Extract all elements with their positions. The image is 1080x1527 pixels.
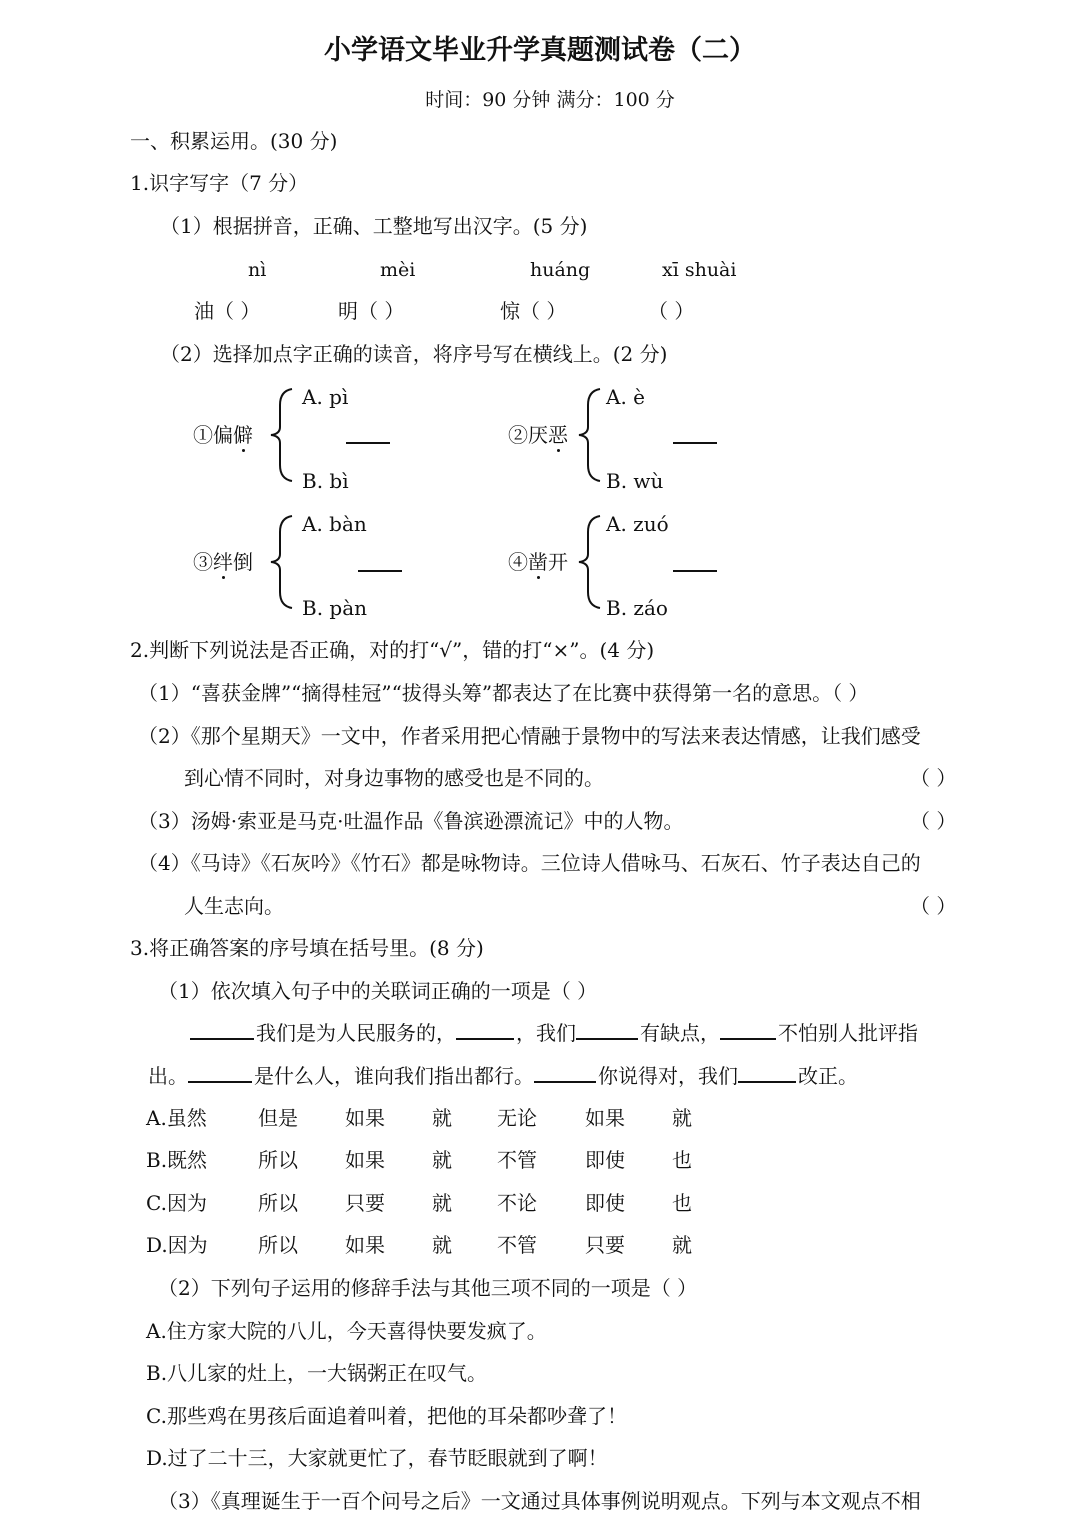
pron-option-a: A. pì — [302, 385, 349, 409]
char-blank-2[interactable]: 明（ ） — [338, 299, 405, 323]
conj-option-a-1: A.虽然 — [146, 1106, 207, 1130]
conj-option-d-2: 所以 — [258, 1233, 298, 1257]
exam-meta: 时间：90 分钟 满分：100 分 — [425, 89, 675, 111]
brace-icon — [268, 387, 294, 483]
sentence-segment: 是什么人，谁向我们指出都行。 — [254, 1064, 534, 1088]
dotted-char: 绊 — [213, 550, 233, 574]
pron-item-3-suffix: 倒 — [233, 550, 253, 574]
conj-option-d-4: 就 — [432, 1233, 452, 1257]
pron-item-1 — [193, 422, 253, 448]
conj-option-a-2: 但是 — [258, 1106, 298, 1130]
pron-option-b: B. pàn — [302, 596, 368, 620]
judge-paren-3[interactable]: （ ） — [910, 809, 957, 833]
pron-option-b: B. záo — [606, 596, 668, 620]
conj-option-a-7: 就 — [672, 1106, 692, 1130]
brace-icon — [576, 387, 602, 483]
pron-item-2-label: ②厌 — [508, 423, 548, 447]
char-blank-3[interactable]: 惊（ ） — [500, 299, 567, 323]
brace-icon — [268, 514, 294, 610]
question-3-part-2: （2）下列句子运用的修辞手法与其他三项不同的一项是（ ） — [158, 1276, 698, 1300]
conj-option-b-2: 所以 — [258, 1148, 298, 1172]
char-blank-1[interactable]: 油（ ） — [194, 299, 261, 323]
sentence-segment: ，我们 — [516, 1021, 576, 1045]
pron-item-4 — [508, 549, 568, 575]
conj-option-c-6: 即使 — [585, 1191, 625, 1215]
pron-option-b: B. bì — [302, 469, 349, 493]
rhetoric-option-c: C.那些鸡在男孩后面追着叫着，把他的耳朵都吵聋了！ — [146, 1404, 627, 1428]
sentence-segment: 你说得对，我们 — [598, 1064, 738, 1088]
question-3-part-1: （1）依次填入句子中的关联词正确的一项是（ ） — [158, 979, 598, 1003]
conj-option-c-7: 也 — [672, 1191, 692, 1215]
conj-option-d-5: 不管 — [497, 1233, 537, 1257]
question-2-heading: 2.判断下列说法是否正确，对的打“√”，错的打“×”。(4 分) — [130, 638, 655, 662]
fill-blank[interactable] — [188, 1081, 252, 1083]
pron-item-4-label: ④ — [508, 550, 528, 574]
pron-option-a: A. bàn — [302, 512, 367, 536]
pinyin-1: nì — [248, 259, 267, 281]
conj-option-c-4: 就 — [432, 1191, 452, 1215]
judge-item-2-cont: 到心情不同时，对身边事物的感受也是不同的。 — [184, 766, 604, 790]
sentence-segment: 我们是为人民服务的， — [256, 1021, 456, 1045]
conj-option-c-3: 只要 — [345, 1191, 385, 1215]
pron-item-3-label: ③ — [193, 550, 213, 574]
dotted-char: 僻 — [233, 423, 253, 447]
pinyin-2: mèi — [380, 259, 416, 281]
brace-icon — [576, 514, 602, 610]
section-heading: 一、积累运用。(30 分) — [130, 129, 338, 153]
question-1-part-2: （2）选择加点字正确的读音，将序号写在横线上。(2 分) — [160, 342, 668, 366]
fill-sentence-line-1 — [190, 1020, 918, 1046]
char-blank-4[interactable]: （ ） — [648, 299, 695, 323]
judge-item-3: （3）汤姆·索亚是马克·吐温作品《鲁滨逊漂流记》中的人物。 — [138, 809, 684, 833]
judge-paren-2[interactable]: （ ） — [910, 766, 957, 790]
conj-option-a-4: 就 — [432, 1106, 452, 1130]
conj-option-a-6: 如果 — [585, 1106, 625, 1130]
fill-blank[interactable] — [738, 1081, 796, 1083]
pron-item-2 — [508, 422, 568, 448]
sentence-segment: 有缺点， — [640, 1021, 720, 1045]
fill-sentence-line-2 — [148, 1063, 858, 1089]
fill-blank[interactable] — [456, 1038, 514, 1040]
question-1-heading: 1.识字写字（7 分） — [130, 171, 309, 195]
conj-option-d-6: 只要 — [585, 1233, 625, 1257]
pinyin-4: xī shuài — [662, 259, 737, 281]
judge-item-4: （4）《马诗》《石灰吟》《竹石》都是咏物诗。三位诗人借咏马、石灰石、竹子表达自己的 — [138, 851, 921, 875]
fill-blank[interactable] — [576, 1038, 638, 1040]
fill-blank[interactable] — [720, 1038, 776, 1040]
conj-option-d-7: 就 — [672, 1233, 692, 1257]
conj-option-a-3: 如果 — [345, 1106, 385, 1130]
conj-option-d-1: D.因为 — [146, 1233, 208, 1257]
page-title: 小学语文毕业升学真题测试卷（二） — [324, 35, 756, 66]
fill-blank[interactable] — [190, 1038, 254, 1040]
conj-option-c-5: 不论 — [497, 1191, 537, 1215]
pron-item-1-label: ①偏 — [193, 423, 233, 447]
answer-line[interactable] — [673, 442, 717, 444]
conj-option-b-7: 也 — [672, 1148, 692, 1172]
pron-option-b: B. wù — [606, 469, 664, 493]
sentence-segment: 不怕别人批评指 — [778, 1021, 918, 1045]
judge-paren-4[interactable]: （ ） — [910, 894, 957, 918]
question-3-part-3: （3）《真理诞生于一百个问号之后》一文通过具体事例说明观点。下列与本文观点不相 — [158, 1489, 921, 1513]
dotted-char: 凿 — [528, 550, 548, 574]
question-3-heading: 3.将正确答案的序号填在括号里。(8 分) — [130, 936, 484, 960]
judge-item-2: （2）《那个星期天》一文中，作者采用把心情融于景物中的写法来表达情感，让我们感受 — [138, 724, 921, 748]
judge-item-4-cont: 人生志向。 — [184, 894, 284, 918]
conj-option-b-1: B.既然 — [146, 1148, 208, 1172]
pron-option-a: A. zuó — [606, 512, 669, 536]
question-1-part-1: （1）根据拼音，正确、工整地写出汉字。(5 分) — [160, 214, 588, 238]
pron-item-4-suffix: 开 — [548, 550, 568, 574]
rhetoric-option-b: B.八儿家的灶上，一大锅粥正在叹气。 — [146, 1361, 488, 1385]
rhetoric-option-d: D.过了二十三，大家就更忙了，春节眨眼就到了啊！ — [146, 1446, 608, 1470]
answer-line[interactable] — [358, 570, 402, 572]
sentence-segment: 出。 — [148, 1064, 188, 1088]
conj-option-c-2: 所以 — [258, 1191, 298, 1215]
conj-option-b-4: 就 — [432, 1148, 452, 1172]
rhetoric-option-a: A.住方家大院的八儿，今天喜得快要发疯了。 — [146, 1319, 547, 1343]
pinyin-3: huáng — [530, 259, 591, 281]
sentence-segment: 改正。 — [798, 1064, 858, 1088]
conj-option-a-5: 无论 — [497, 1106, 537, 1130]
answer-line[interactable] — [346, 442, 390, 444]
conj-option-b-5: 不管 — [497, 1148, 537, 1172]
conj-option-d-3: 如果 — [345, 1233, 385, 1257]
pron-option-a: A. è — [606, 385, 645, 409]
answer-line[interactable] — [673, 570, 717, 572]
judge-item-1: （1）“喜获金牌”“摘得桂冠”“拔得头筹”都表达了在比赛中获得第一名的意思。（ ） — [138, 681, 869, 705]
fill-blank[interactable] — [534, 1081, 596, 1083]
conj-option-b-6: 即使 — [585, 1148, 625, 1172]
conj-option-b-3: 如果 — [345, 1148, 385, 1172]
pron-item-3 — [193, 549, 253, 575]
dotted-char: 恶 — [548, 423, 568, 447]
conj-option-c-1: C.因为 — [146, 1191, 207, 1215]
